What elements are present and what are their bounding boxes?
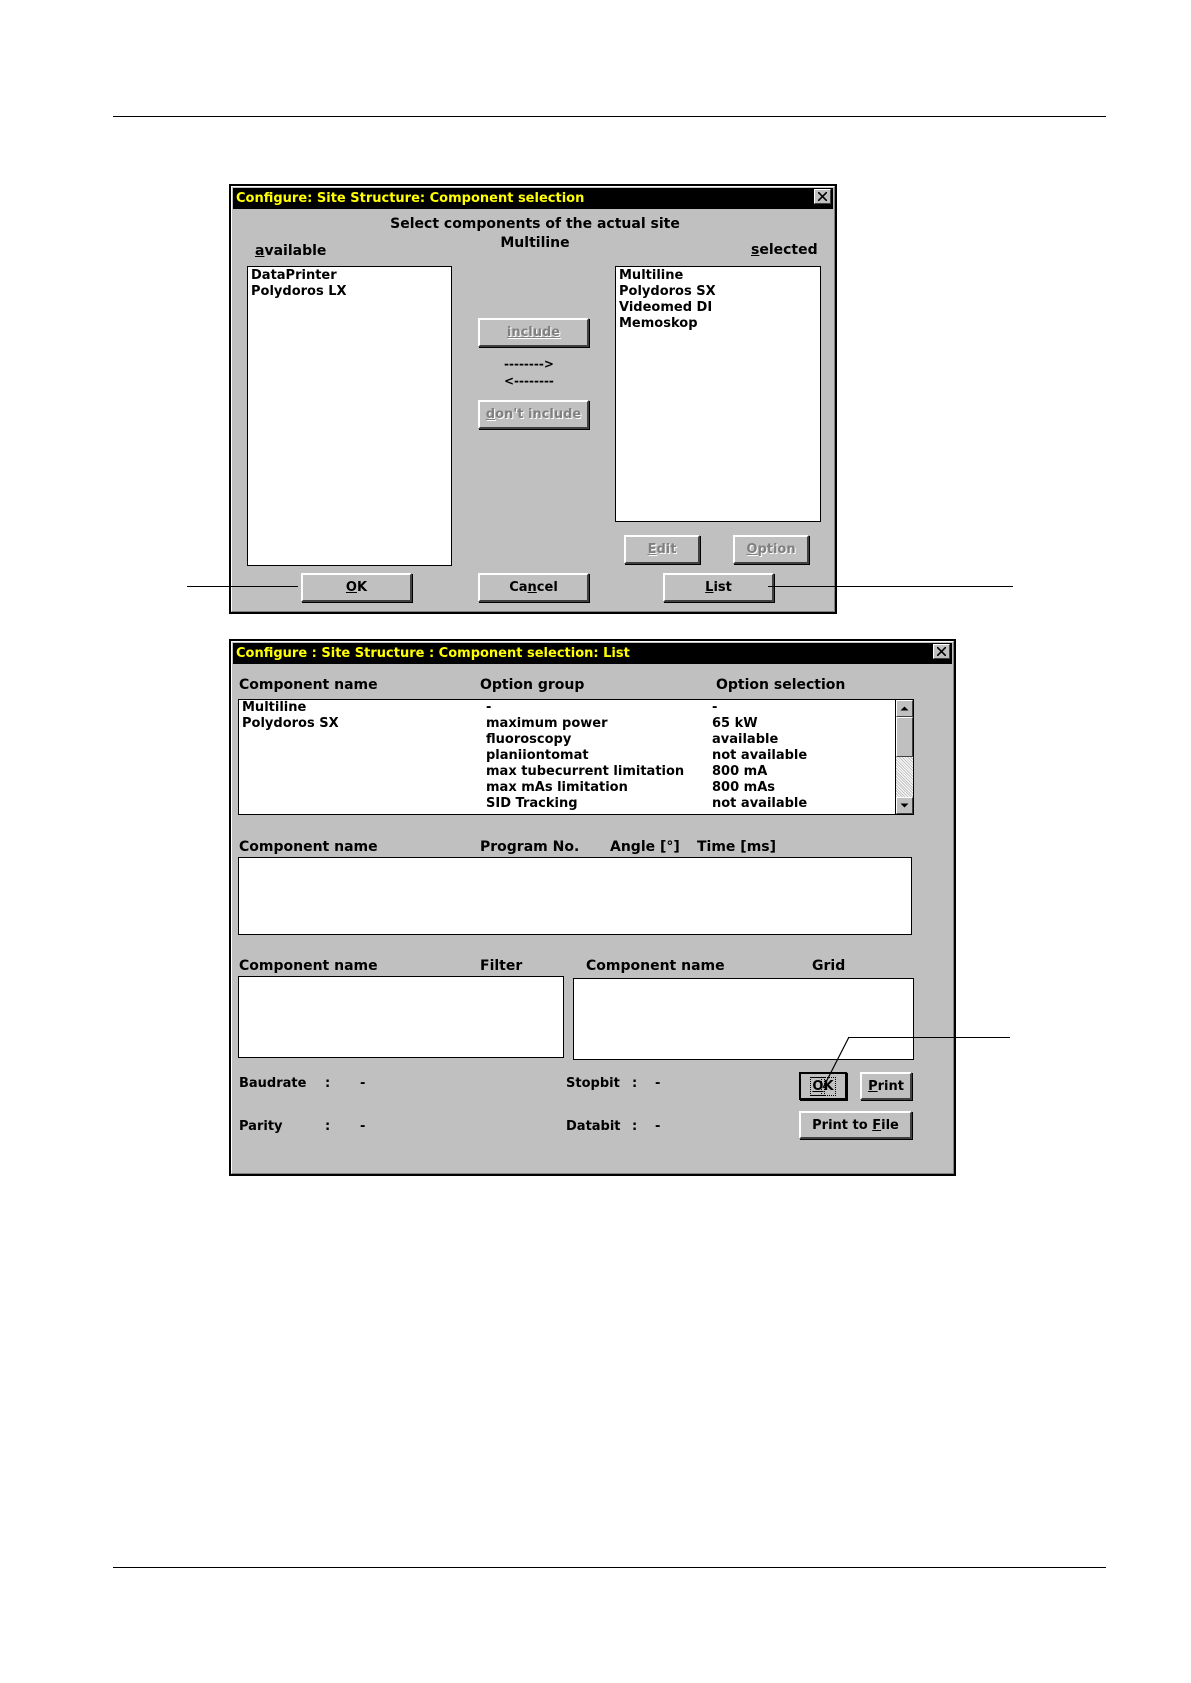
callout-line-ok2-diagonal: [820, 1035, 852, 1090]
header-option-group: Option group: [480, 677, 585, 693]
option-button[interactable]: Option: [733, 535, 809, 564]
filter-list[interactable]: [238, 976, 564, 1058]
print-button-label: P: [868, 1078, 878, 1094]
stopbit-colon: :: [632, 1076, 638, 1091]
available-list[interactable]: [247, 266, 452, 566]
available-label: available: [255, 243, 327, 259]
parity-colon: :: [325, 1119, 331, 1134]
close-icon: [937, 647, 946, 656]
dont-include-label: don't include: [485, 407, 582, 422]
edit-button[interactable]: Edit: [624, 535, 700, 564]
vertical-scrollbar[interactable]: [895, 700, 913, 814]
cell-option-selection: 65 kW: [712, 716, 758, 731]
baudrate-colon: :: [325, 1076, 331, 1091]
print-to-file-label: Print to File: [812, 1117, 899, 1133]
include-button[interactable]: [478, 318, 589, 347]
cell-option-selection: 800 mA: [712, 764, 768, 779]
close-button[interactable]: [933, 644, 950, 659]
callout-line-list: [768, 586, 1013, 587]
cell-option-group: maximum power: [486, 716, 608, 731]
ok-button[interactable]: OK: [301, 573, 412, 602]
list-button[interactable]: List: [663, 573, 774, 602]
footer-rule: [113, 1567, 1106, 1568]
parity-label: Parity: [239, 1119, 283, 1134]
table-row[interactable]: [239, 748, 895, 764]
table-row[interactable]: [239, 700, 895, 716]
program-header-angle: Angle [°]: [610, 839, 680, 855]
program-header-component-name: Component name: [239, 839, 378, 855]
cell-option-group: fluoroscopy: [486, 732, 572, 747]
grid-header-grid: Grid: [812, 958, 846, 974]
header-option-selection: Option selection: [716, 677, 846, 693]
grid-header-component-name: Component name: [586, 958, 725, 974]
include-button-label: include: [506, 325, 561, 340]
cancel-button-label: Cancel: [509, 580, 558, 595]
print-to-file-button[interactable]: [799, 1111, 912, 1139]
cell-component-name: Polydoros SX: [242, 716, 339, 731]
cell-option-selection: not available: [712, 748, 808, 763]
close-icon: [818, 192, 827, 201]
table-row[interactable]: [239, 780, 895, 796]
scroll-up-button[interactable]: [896, 700, 913, 717]
arrow-down-icon: [897, 798, 912, 813]
filter-header-component-name: Component name: [239, 958, 378, 974]
baudrate-label: Baudrate: [239, 1076, 307, 1091]
databit-label: Databit: [566, 1119, 621, 1134]
exclude-arrow: <--------: [504, 374, 554, 388]
cell-component-name: Multiline: [242, 700, 307, 715]
cell-option-group: -: [486, 700, 492, 715]
parity-value: -: [360, 1119, 366, 1134]
filter-header-filter: Filter: [480, 958, 523, 974]
selected-list-item[interactable]: Videomed DI: [619, 300, 713, 315]
scroll-down-button[interactable]: [896, 797, 913, 814]
selected-list-item[interactable]: Polydoros SX: [619, 284, 716, 299]
selected-list-item[interactable]: Multiline: [619, 268, 684, 283]
component-selection-dialog: [229, 184, 837, 614]
edit-button-label: E: [647, 542, 657, 557]
program-header-time: Time [ms]: [697, 839, 777, 855]
header-rule: [113, 116, 1106, 117]
site-name: Multiline: [500, 235, 570, 251]
scroll-thumb[interactable]: [896, 717, 913, 757]
baudrate-value: -: [360, 1076, 366, 1091]
header-component-name: Component name: [239, 677, 378, 693]
print-button[interactable]: Print: [860, 1072, 912, 1100]
arrow-up-icon: [897, 701, 912, 716]
cell-option-group: max mAs limitation: [486, 780, 628, 795]
ok-button-label: OK: [812, 1078, 834, 1094]
callout-line-ok2-horizontal: [848, 1037, 1010, 1038]
cell-option-selection: available: [712, 732, 779, 747]
callout-line-ok: [187, 586, 298, 587]
available-list-item[interactable]: DataPrinter: [251, 268, 337, 283]
component-list-dialog: [229, 639, 956, 1176]
option-button-label: O: [746, 542, 758, 557]
dialog-title: Configure: Site Structure: Component selection: [233, 188, 833, 209]
cell-option-group: planiiontomat: [486, 748, 589, 763]
cell-option-group: SID Tracking: [486, 796, 578, 811]
table-row[interactable]: [239, 716, 895, 732]
table-row[interactable]: [239, 764, 895, 780]
databit-colon: :: [632, 1119, 638, 1134]
grid-list[interactable]: [573, 978, 914, 1060]
table-row[interactable]: [239, 732, 895, 748]
dont-include-button[interactable]: [478, 400, 589, 429]
cell-option-selection: not available: [712, 796, 808, 811]
dialog-heading: Select components of the actual site: [390, 216, 680, 232]
cancel-button[interactable]: [478, 573, 589, 602]
close-button[interactable]: [814, 189, 831, 204]
ok-button-label: O: [345, 580, 357, 595]
include-arrow: -------->: [504, 357, 554, 371]
dialog-title: Configure : Site Structure : Component selection: List: [233, 643, 952, 664]
cell-option-selection: 800 mAs: [712, 780, 776, 795]
stopbit-value: -: [655, 1076, 661, 1091]
table-row[interactable]: [239, 796, 895, 812]
cell-option-group: max tubecurrent limitation: [486, 764, 685, 779]
databit-value: -: [655, 1119, 661, 1134]
selected-list[interactable]: [615, 266, 821, 522]
stopbit-label: Stopbit: [566, 1076, 620, 1091]
options-list[interactable]: [238, 699, 914, 815]
available-list-item[interactable]: Polydoros LX: [251, 284, 347, 299]
program-header-program-no: Program No.: [480, 839, 580, 855]
cell-option-selection: -: [712, 700, 718, 715]
selected-list-item[interactable]: Memoskop: [619, 316, 698, 331]
selected-label: selected: [751, 242, 818, 258]
program-list[interactable]: [238, 857, 912, 935]
list-button-label: L: [705, 580, 714, 595]
